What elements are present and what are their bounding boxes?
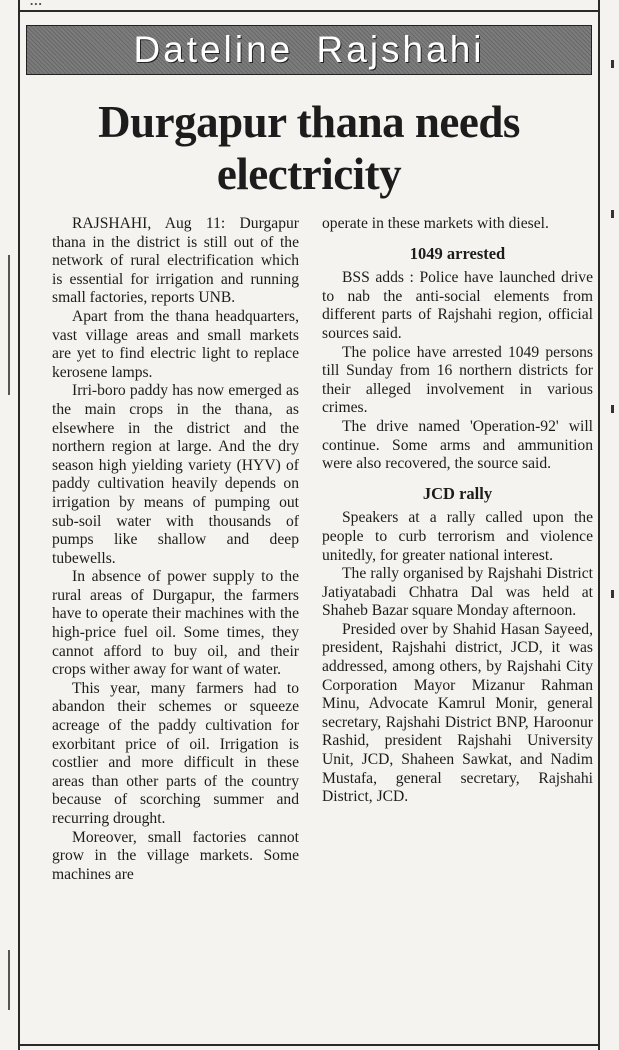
paragraph: Presided over by Shahid Hasan Sayeed, president, Rajshahi district, JCD, it was addressed, among others, by Rajshahi City Corporation Mayor Mizanur Rahman Minu, Advocate Kamrul Monir, general secretary, Rajshahi District BNP, Haroonur Rashid, president Rajshahi University Unit, JCD, Shaheen Sawkat, and Nadim Mustafa, general secretary, Rajshahi District, JCD. [322, 620, 593, 806]
left-frame-rule [18, 0, 20, 1050]
adjacent-text-fragment [611, 590, 614, 598]
section-banner [26, 25, 592, 75]
right-frame-rule [598, 0, 600, 1050]
paragraph: The drive named 'Operation-92' will continue. Some arms and ammunition were also recovered, the source said. [322, 417, 593, 473]
subheading-arrested: 1049 arrested [409, 243, 506, 263]
subheading-jcd-rally: JCD rally [422, 483, 493, 503]
paragraph: The police have arrested 1049 persons till Sunday from 16 northern districts for their alleged involvement in various crimes. [322, 343, 593, 417]
paragraph: RAJSHAHI, Aug 11: Durgapur thana in the district is still out of the network of rural electrification which is essential for irrigation and running small factories, reports UNB. [52, 215, 299, 307]
top-frame-rule [18, 10, 600, 12]
paragraph: Moreover, small factories cannot grow in the village markets. Some machines are [52, 828, 299, 883]
paragraph: Speakers at a rally called upon the people to curb terrorism and violence unitedly, for greater national interest. [322, 509, 593, 564]
article-column-1 [52, 215, 299, 884]
adjacent-text-fragment [611, 210, 614, 218]
bottom-frame-rule [20, 1044, 600, 1046]
paragraph: BSS adds : Police have launched drive to nab the anti-social elements from different parts of Rajshahi region, official sources said. [322, 269, 593, 342]
paragraph: Apart from the thana headquarters, vast village areas and small markets are yet to find electric light to replace kerosene lamps. [52, 307, 299, 381]
adjacent-column-rule [8, 255, 10, 395]
paragraph: In absence of power supply to the rural areas of Durgapur, the farmers have to operate their machines with the high-price fuel oil. Some times, they cannot afford to buy oil, and their crops wither away for want of water. [52, 568, 299, 679]
headline: Durgapur thana needs electricity [98, 97, 520, 199]
paragraph: The rally organised by Rajshahi District Jatiyatabadi Chhatra Dal was held at Shaheb Bazar square Monday afternoon. [322, 565, 593, 620]
paragraph: Irri-boro paddy has now emerged as the main crops in the thana, as elsewhere in the district and the northern region at large. And the dry season high yielding variety (HYV) of paddy cultivation heavily depends on irrigation by means of pumping out sub-soil water with thousands of pumps like shallow and deep tubewells. [52, 382, 299, 567]
paragraph-continuation: operate in these markets with diesel. [322, 215, 549, 232]
adjacent-text-fragment [611, 405, 614, 413]
clipped-top-text: ... [30, 0, 43, 8]
adjacent-column-rule [8, 950, 10, 1010]
paragraph: This year, many farmers had to abandon their schemes or squeeze acreage of the paddy cultivation for exorbitant price of oil. Irrigation is costlier and more difficult in these areas than other parts of the country because of scorching summer and recurring drought. [52, 679, 299, 827]
banner-title: Dateline Rajshahi [133, 29, 485, 70]
adjacent-text-fragment [611, 60, 614, 68]
article-column-2 [322, 215, 593, 807]
